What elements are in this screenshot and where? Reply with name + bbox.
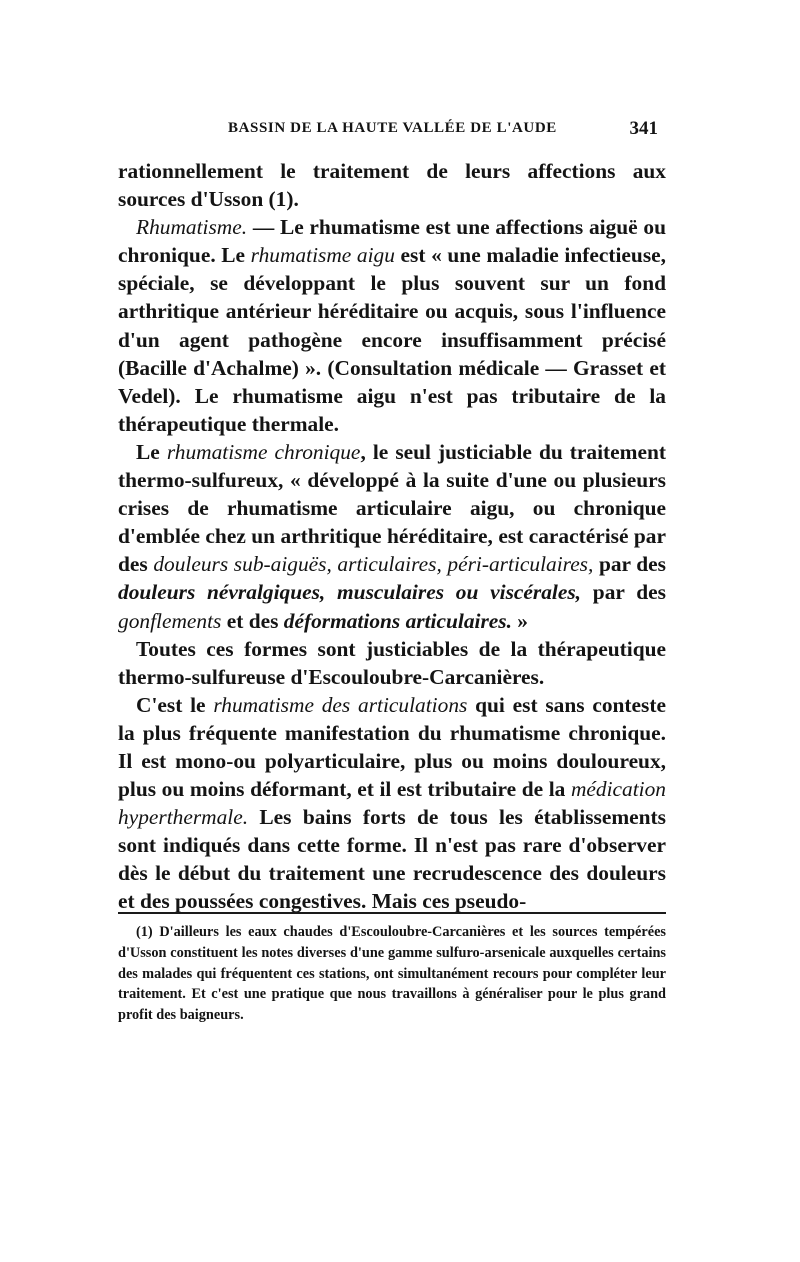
footnote: (1) D'ailleurs les eaux chaudes d'Escouloubre-Carcanières et les sources tempérées d'Usson constituent les notes diverses d'une gamme sulfuro-arsenicale auxquelles certains des malades qui fréquentent ces stations, ont simultanément recours pour compléter leur traitement. Et c'est une pratique que nous travaillons à généraliser pour le plus grand profit des baigneurs.: [118, 924, 666, 1024]
paragraph-text: et des: [221, 608, 284, 633]
footnote-divider: [118, 912, 666, 914]
paragraph-continuation: [118, 157, 666, 213]
italic-term: rhumatisme aigu: [250, 243, 395, 268]
paragraph-text: — Le rhumatisme est une affections aiguë ou chronique. Le: [118, 215, 666, 268]
paragraph-text: est « une maladie infectieuse, spéciale, se développant le plus souvent sur un fond arthritique antérieur héréditaire ou acquis, sous l'influence d'un agent pathogène encore insuffisamment précisé (Bacille d'Achalme) ». (Consultation médicale — Grasset et Vedel). Le rhumatisme aigu n'est pas tributaire de la thérapeutique thermale.: [118, 243, 666, 436]
paragraph-text: , le seul justiciable du traitement thermo-sulfureux, « développé à la suite d'une ou plusieurs crises de rhumatisme articulaire aigu, ou chronique d'emblée chez un arthritique héréditaire, est caractérisé par des: [118, 439, 666, 577]
paragraph-text: »: [511, 608, 528, 633]
paragraph-chronique: [118, 438, 666, 635]
italic-term: douleurs névralgiques, musculaires ou viscérales,: [118, 580, 582, 605]
body-text: [118, 157, 666, 916]
italic-term: déformations articulaires.: [283, 608, 512, 633]
page-number: 341: [629, 118, 658, 139]
paragraph-articulations: [118, 691, 666, 916]
running-head: [118, 120, 658, 142]
section-heading: Rhumatisme.: [136, 215, 248, 240]
paragraph-text: qui est sans conteste la plus fréquente manifestation du rhumatisme chronique. Il est mono-ou polyarticulaire, plus ou moins douloureux, plus ou moins déformant, et il est tributaire de la: [118, 692, 666, 802]
paragraph-text: C'est le: [136, 692, 214, 717]
italic-term: gonflements: [118, 608, 222, 633]
italic-term: rhumatisme chronique: [166, 439, 361, 464]
italic-term: médication hyperthermale.: [118, 777, 666, 830]
running-title: BASSIN DE LA HAUTE VALLÉE DE L'AUDE: [228, 120, 557, 136]
paragraph-text: par des: [581, 580, 666, 605]
paragraph-text: par des: [593, 552, 666, 577]
italic-term: douleurs sub-aiguës, articulaires, péri-articulaires,: [153, 552, 594, 577]
italic-term: rhumatisme des articulations: [213, 692, 468, 717]
paragraph-text: Toutes ces formes sont justiciables de la thérapeutique thermo-sulfureuse d'Escouloubre-Carcanières.: [118, 636, 666, 689]
paragraph-text: rationnellement le traitement de leurs affections aux sources d'Usson (1).: [118, 159, 666, 212]
paragraph-formes: [118, 635, 666, 691]
paragraph-text: Les bains forts de tous les établissements sont indiqués dans cette forme. Il n'est pas rare d'observer dès le début du traitement une recrudescence des douleurs et des poussées congestives. Mais ces pseudo-: [118, 805, 666, 914]
paragraph-rhumatisme: [118, 213, 666, 438]
paragraph-text: Le: [136, 439, 167, 464]
